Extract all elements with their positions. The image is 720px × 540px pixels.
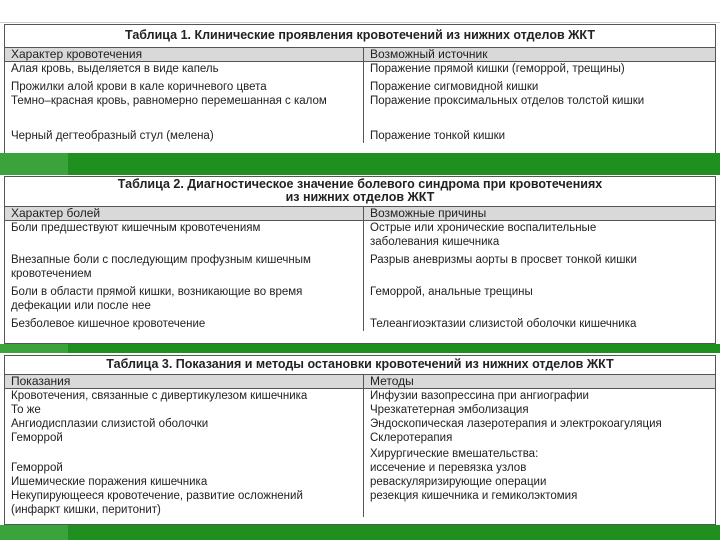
- table-row: Черный дегтеобразный стул (мелена): [11, 130, 214, 142]
- table-2-title: [5, 177, 715, 206]
- table-2-header: [5, 206, 715, 221]
- table-row: Безболевое кишечное кровотечение: [11, 318, 206, 330]
- table-row: Геморрой: [11, 462, 63, 474]
- table-row: Внезапные боли с последующим профузным кишечным кровотечением: [11, 254, 311, 280]
- table-row: Хирургические вмешательства:: [370, 448, 539, 460]
- table-row: реваскуляризирующие операции: [370, 476, 547, 488]
- table-row: Прожилки алой крови в кале коричневого цвета: [11, 81, 267, 93]
- table-row: То же: [11, 404, 41, 416]
- table-row: иссечение и перевязка узлов: [370, 462, 527, 474]
- table-2: [4, 176, 716, 344]
- table-row: Эндоскопическая лазеротерапия и электрокоагуляция: [370, 418, 662, 430]
- table-row: Поражение проксимальных отделов толстой кишки: [370, 95, 645, 107]
- table-3: [4, 355, 716, 525]
- table-row: Ишемические поражения кишечника: [11, 476, 208, 488]
- table-3-col2-header: Методы: [370, 374, 414, 388]
- table-3-col1-header: Показания: [5, 375, 364, 388]
- table-row: Острые или хронические воспалительные заболевания кишечника: [370, 222, 597, 248]
- table-row: [11, 451, 363, 461]
- table-row: Боли в области прямой кишки, возникающие во время дефекации или после нее: [11, 286, 303, 312]
- table-row: (инфаркт кишки, перитонит): [11, 504, 161, 516]
- table-row: Геморрой, анальные трещины: [370, 286, 533, 298]
- table-2-title-line-1: Таблица 2. Диагностическое значение болевого синдрома при кровотечениях: [117, 177, 603, 191]
- table-row: Некупирующееся кровотечение, развитие осложнений: [11, 490, 303, 502]
- table-2-col1-header: Характер болей: [5, 207, 364, 220]
- table-row: Кровотечения, связанные с дивертикулезом кишечника: [11, 390, 308, 402]
- table-row: Разрыв аневризмы аорты в просвет тонкой кишки: [370, 254, 637, 266]
- table-row: Боли предшествуют кишечным кровотечениям: [11, 222, 261, 234]
- green-divider: [0, 525, 720, 540]
- table-row: Инфузии вазопрессина при ангиографии: [370, 390, 589, 402]
- table-row: Темно–красная кровь, равномерно перемешанная с калом: [11, 95, 327, 107]
- table-1-col1-header: Характер кровотечения: [5, 48, 364, 61]
- table-1: [4, 24, 716, 154]
- table-row: Склеротерапия: [370, 432, 453, 444]
- top-border: [0, 22, 720, 23]
- table-row: Ангиодисплазии слизистой оболочки: [11, 418, 209, 430]
- table-row: Телеангиоэктазии слизистой оболочки кишечника: [370, 318, 637, 330]
- table-2-title-line-2: из нижних отделов ЖКТ: [285, 190, 435, 204]
- table-row: Чрезкатетерная эмболизация: [370, 404, 529, 416]
- table-row: Поражение прямой кишки (геморрой, трещины): [370, 63, 625, 75]
- table-row: Геморрой: [11, 432, 63, 444]
- table-3-header: [5, 374, 715, 389]
- table-1-header: [5, 47, 715, 62]
- table-row: резекция кишечника и гемиколэктомия: [370, 490, 578, 502]
- table-3-title: Таблица 3. Показания и методы остановки кровотечений из нижних отделов ЖКТ: [106, 357, 614, 371]
- green-divider: [0, 344, 720, 353]
- table-1-col2-header: Возможный источник: [370, 47, 488, 61]
- table-1-title: Таблица 1. Клинические проявления кровотечений из нижних отделов ЖКТ: [125, 28, 595, 42]
- green-divider: [0, 153, 720, 175]
- table-row: Поражение сигмовидной кишки: [370, 81, 539, 93]
- table-row: Алая кровь, выделяется в виде капель: [11, 63, 219, 75]
- table-row: Поражение тонкой кишки: [370, 130, 506, 142]
- table-2-col2-header: Возможные причины: [370, 206, 487, 220]
